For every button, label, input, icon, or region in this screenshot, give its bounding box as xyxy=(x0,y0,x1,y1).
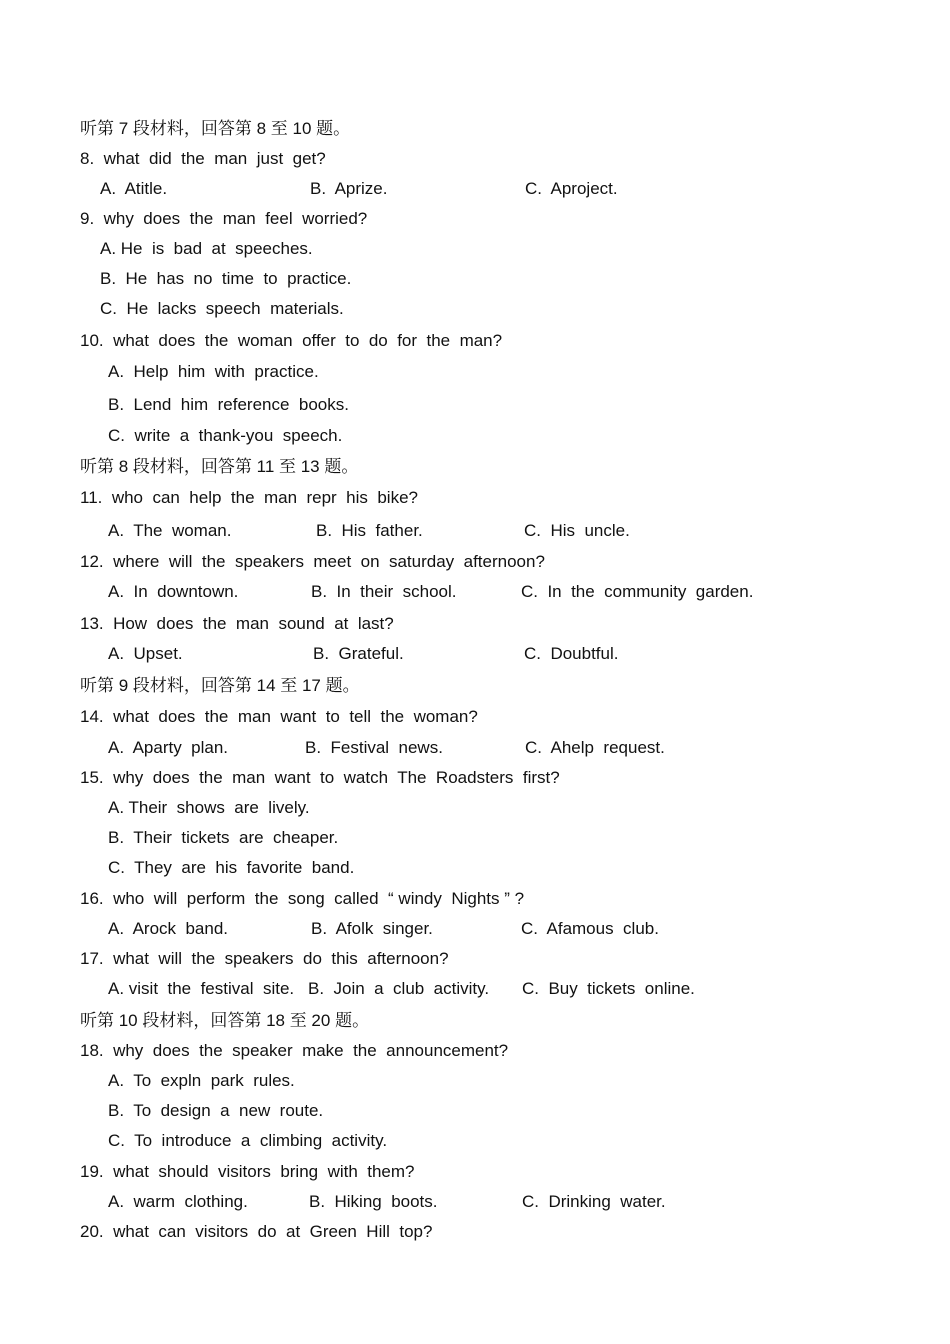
option-c: C. Aproject. xyxy=(525,179,618,198)
option-b: B. Lend him reference books. xyxy=(108,395,349,414)
question-stem: 11. who can help the man repr his bike? xyxy=(80,488,418,507)
option-b: B. To design a new route. xyxy=(108,1101,324,1120)
option-b: B. Festival news. xyxy=(305,738,443,757)
option-b: B. His father. xyxy=(316,521,423,540)
option-a: A. warm clothing. xyxy=(108,1192,248,1211)
option-c: C. In the community garden. xyxy=(521,582,754,601)
option-a: A. In downtown. xyxy=(108,582,239,601)
option-a: A. Help him with practice. xyxy=(108,362,319,381)
option-b: B. Aprize. xyxy=(310,179,388,198)
question-stem: 19. what should visitors bring with them? xyxy=(80,1162,415,1181)
question-stem: 8. what did the man just get? xyxy=(80,149,326,168)
option-b: B. Afolk singer. xyxy=(311,919,433,938)
option-c: C. Ahelp request. xyxy=(525,738,665,757)
question-stem: 9. why does the man feel worried? xyxy=(80,209,368,228)
option-a: A. Upset. xyxy=(108,644,183,663)
option-a: A. Atitle. xyxy=(100,179,168,198)
section-heading: 听第 10 段材料，回答第 18 至 20 题。 xyxy=(80,1011,370,1030)
option-a: A. He is bad at speeches. xyxy=(100,239,313,258)
option-c: C. Drinking water. xyxy=(522,1192,666,1211)
question-stem: 16. who will perform the song called “ windy Nights ” ? xyxy=(80,889,525,908)
option-b: B. In their school. xyxy=(311,582,457,601)
section-heading: 听第 8 段材料，回答第 11 至 13 题。 xyxy=(80,457,359,476)
option-a: A. Aparty plan. xyxy=(108,738,229,757)
option-a: A. Arock band. xyxy=(108,919,229,938)
question-stem: 14. what does the man want to tell the woman? xyxy=(80,707,478,726)
option-c: C. Doubtful. xyxy=(524,644,619,663)
option-a: A. visit the festival site. xyxy=(108,979,295,998)
option-a: A. The woman. xyxy=(108,521,232,540)
section-heading: 听第 7 段材料，回答第 8 至 10 题。 xyxy=(80,119,351,138)
option-c: C. write a thank-you speech. xyxy=(108,426,343,445)
option-c: C. Afamous club. xyxy=(521,919,659,938)
option-a: A. To expln park rules. xyxy=(108,1071,295,1090)
option-c: C. To introduce a climbing activity. xyxy=(108,1131,388,1150)
option-b: B. Grateful. xyxy=(313,644,404,663)
section-heading: 听第 9 段材料，回答第 14 至 17 题。 xyxy=(80,676,360,695)
option-b: B. Their tickets are cheaper. xyxy=(108,828,339,847)
question-stem: 17. what will the speakers do this afternoon? xyxy=(80,949,449,968)
question-stem: 10. what does the woman offer to do for the man? xyxy=(80,331,503,350)
option-a: A. Their shows are lively. xyxy=(108,798,310,817)
question-stem: 20. what can visitors do at Green Hill top? xyxy=(80,1222,433,1241)
option-b: B. Hiking boots. xyxy=(309,1192,438,1211)
option-c: C. They are his favorite band. xyxy=(108,858,355,877)
question-stem: 18. why does the speaker make the announcement? xyxy=(80,1041,509,1060)
option-b: B. Join a club activity. xyxy=(308,979,490,998)
question-stem: 12. where will the speakers meet on saturday afternoon? xyxy=(80,552,545,571)
option-c: C. His uncle. xyxy=(524,521,630,540)
option-b: B. He has no time to practice. xyxy=(100,269,352,288)
question-stem: 15. why does the man want to watch The Roadsters first? xyxy=(80,768,560,787)
option-c: C. Buy tickets online. xyxy=(522,979,695,998)
question-stem: 13. How does the man sound at last? xyxy=(80,614,394,633)
option-c: C. He lacks speech materials. xyxy=(100,299,344,318)
